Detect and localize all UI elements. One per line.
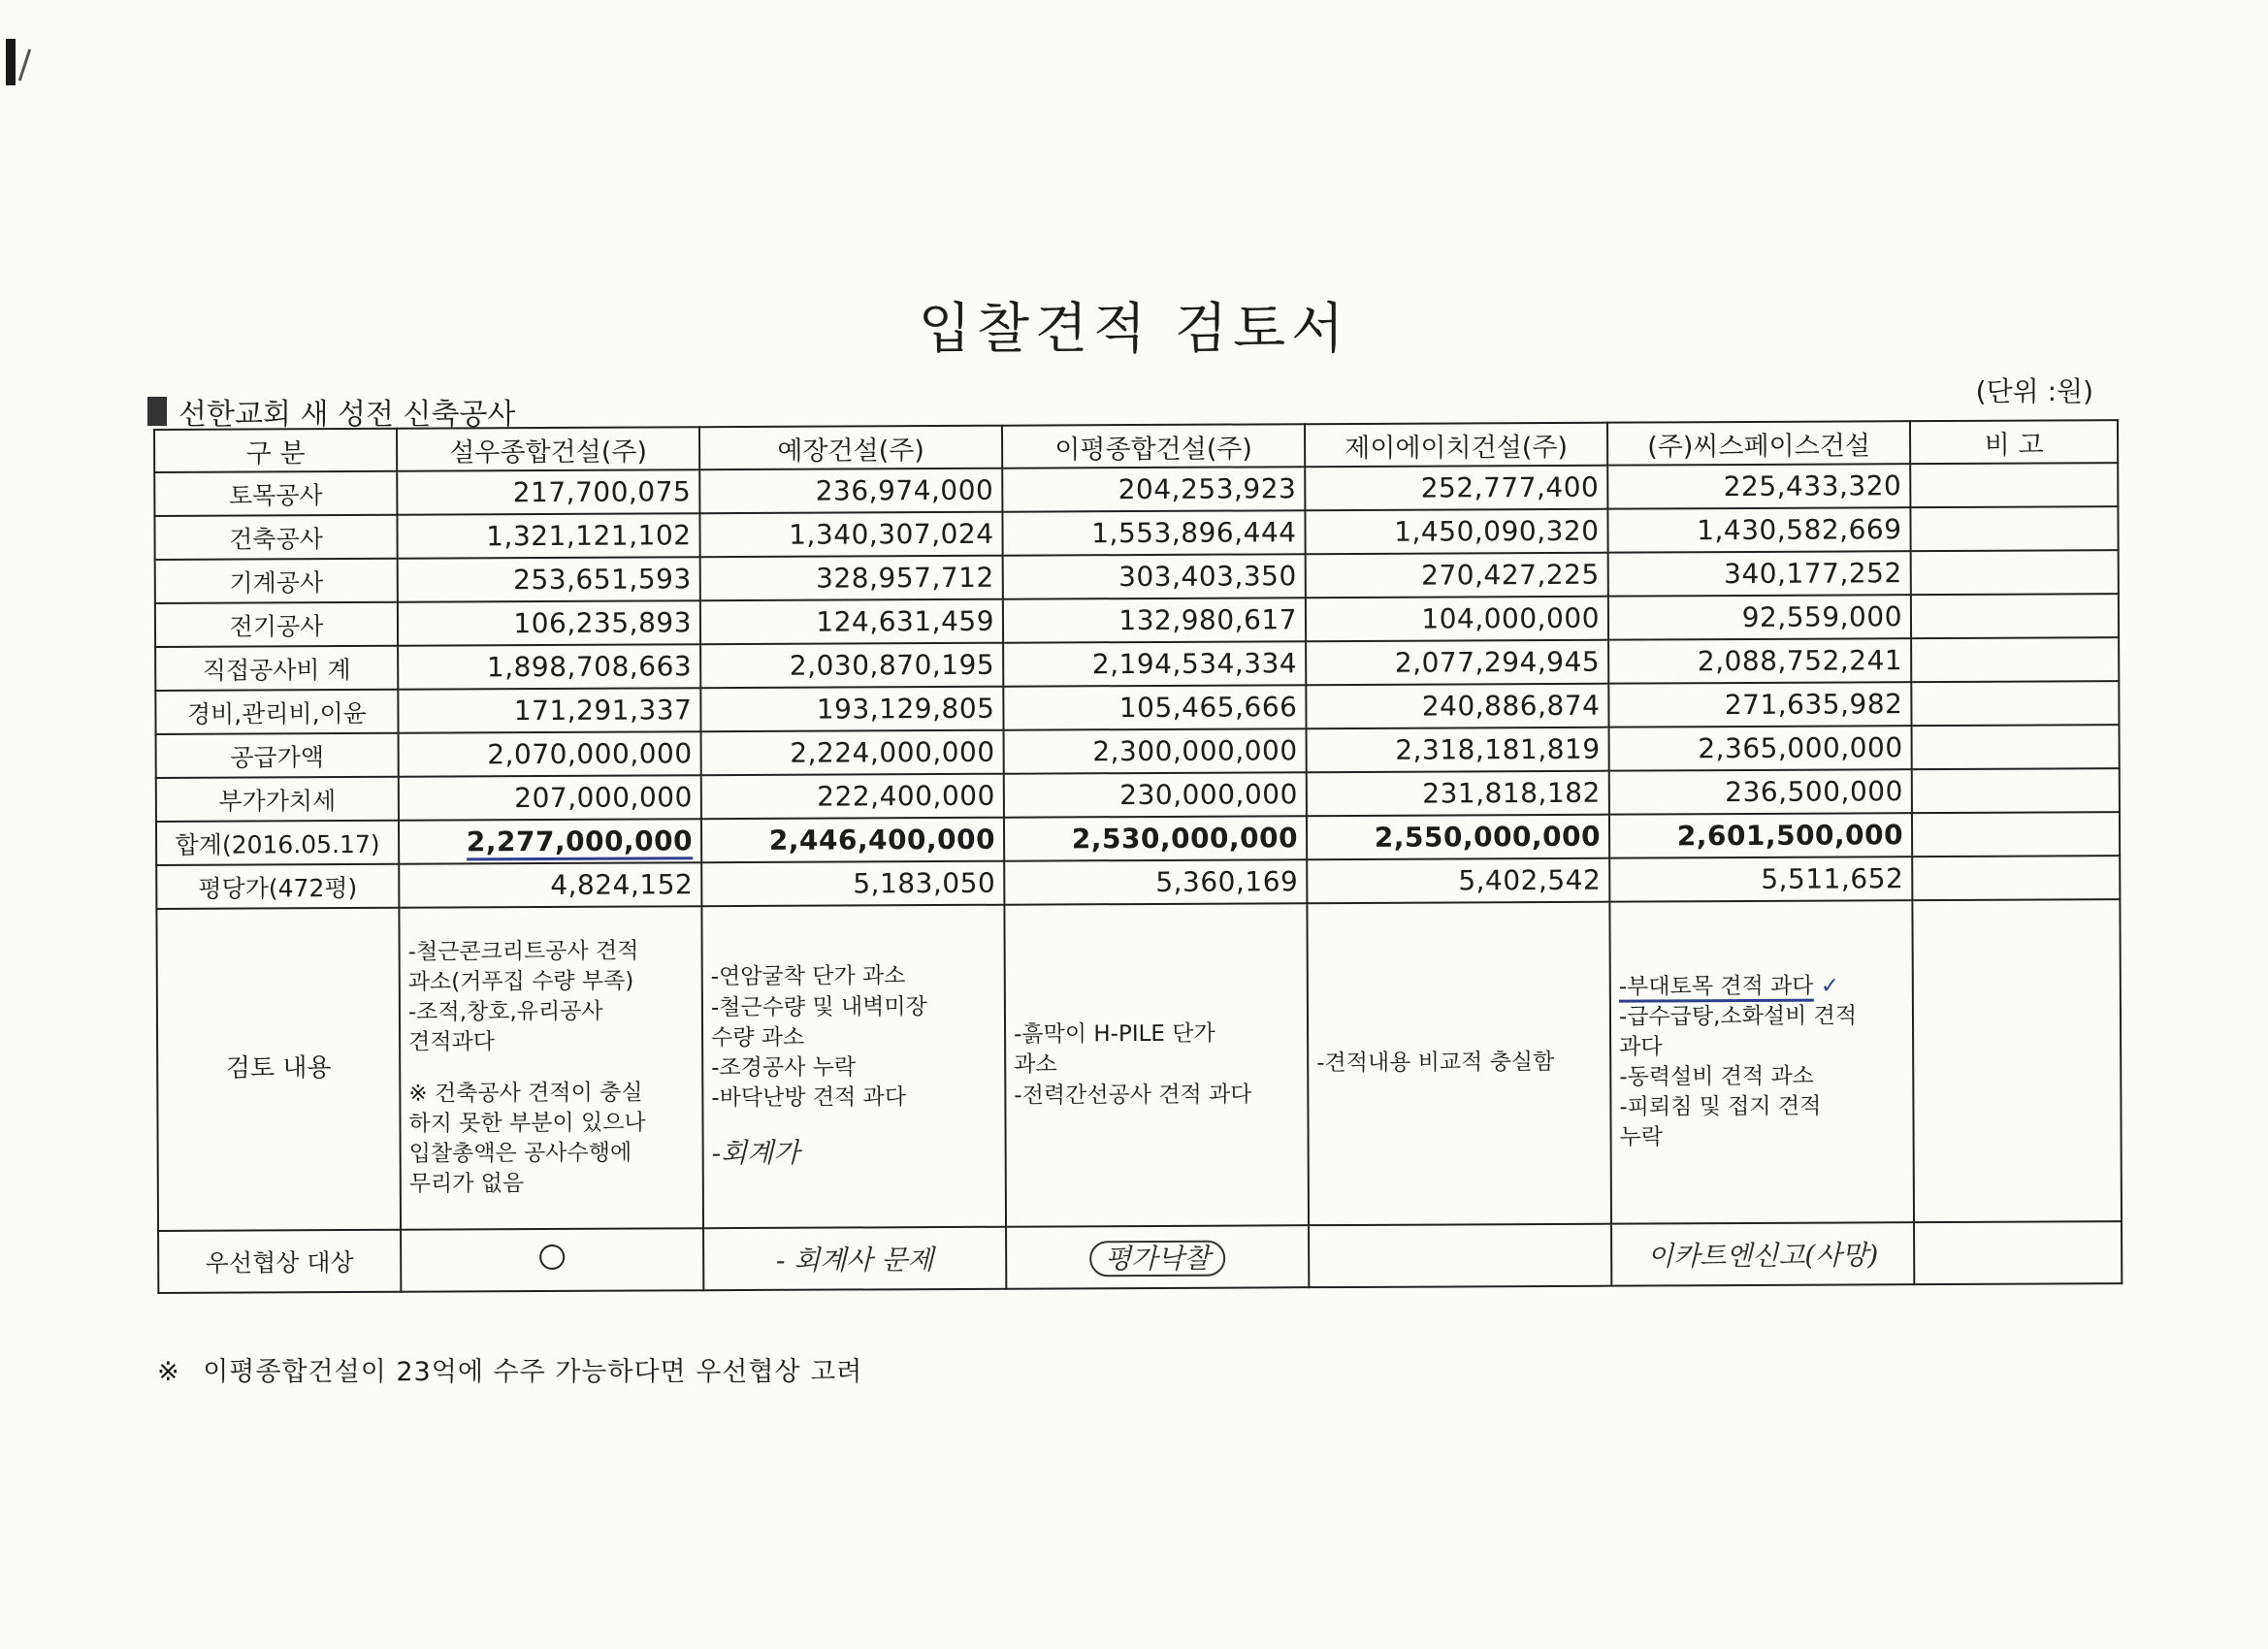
table-cell: 204,253,923	[1002, 467, 1305, 512]
review-line: 입찰총액은 공사수행에	[408, 1140, 632, 1167]
note-cell	[1911, 681, 2119, 726]
column-header: 비 고	[1910, 420, 2118, 464]
table-cell: 106,235,893	[398, 600, 700, 646]
table-cell: 193,129,805	[700, 687, 1003, 732]
table-cell: 2,224,000,000	[701, 730, 1004, 776]
table-cell: 5,183,050	[701, 861, 1004, 907]
table-cell: 253,651,593	[398, 557, 700, 602]
table-cell: 1,321,121,102	[397, 513, 699, 559]
row-label: 기계공사	[155, 559, 398, 603]
priority-cell-1	[401, 1228, 703, 1292]
review-line: -연암굴착 단가 과소	[710, 963, 906, 990]
review-line: -조경공사 누락	[711, 1054, 857, 1081]
ink-underlined-text: -부대토목 견적 과다	[1619, 974, 1814, 1003]
review-cell-1	[399, 906, 703, 1230]
handwritten-note: 이카트엔신고(사망)	[1646, 1239, 1879, 1273]
review-line: 수량 과소	[711, 1024, 805, 1051]
column-header: 설우종합건설(주)	[397, 427, 699, 471]
table-cell: 104,000,000	[1306, 597, 1608, 642]
table-cell: 2,446,400,000	[701, 818, 1004, 863]
review-line: -철근콘크리트공사 견적	[407, 938, 639, 965]
note-cell	[1912, 812, 2120, 857]
estimate-table	[153, 419, 2122, 1294]
column-header: 예장건설(주)	[699, 426, 1002, 470]
footnote-text: 이평종합건설이 23억에 수주 가능하다면 우선협상 고려	[203, 1357, 863, 1387]
review-line: -흙막이 H-PILE 단가	[1014, 1021, 1215, 1049]
column-header: 제이에이치건설(주)	[1305, 423, 1607, 468]
square-bullet-icon	[147, 397, 167, 426]
table-cell: 105,465,666	[1003, 685, 1306, 730]
priority-row	[158, 1221, 2122, 1293]
table-cell: 2,300,000,000	[1004, 728, 1307, 774]
column-header: 이평종합건설(주)	[1002, 424, 1305, 469]
table-cell: 1,898,708,663	[398, 644, 700, 690]
table-cell: 2,070,000,000	[399, 731, 701, 777]
table-cell: 2,030,870,195	[700, 643, 1003, 689]
scan-edge-mark	[6, 39, 16, 85]
table-cell: 2,318,181,819	[1307, 728, 1609, 773]
table-cell: 5,360,169	[1004, 859, 1307, 905]
circle-mark-icon	[539, 1247, 565, 1276]
project-name: 선한교회 새 성전 신축공사	[178, 398, 516, 432]
priority-label: 우선협상 대상	[158, 1230, 401, 1293]
table-cell: 2,550,000,000	[1307, 815, 1609, 860]
table-cell: 1,340,307,024	[699, 512, 1002, 558]
unit-label: (단위 :원)	[1975, 375, 2093, 407]
handwritten-note: -회계가	[711, 1136, 800, 1169]
check-mark-icon: ✓	[1820, 973, 1840, 999]
review-line	[1619, 971, 1904, 1002]
review-cell-4	[1307, 902, 1611, 1226]
table-cell: 217,700,075	[397, 469, 699, 515]
note-cell	[1910, 463, 2118, 507]
ink-underlined-value: 2,277,000,000	[467, 824, 693, 860]
table-cell: 2,194,534,334	[1003, 641, 1306, 687]
table-cell: 222,400,000	[701, 774, 1004, 820]
note-cell	[1912, 856, 2120, 900]
table-cell: 132,980,617	[1003, 598, 1306, 643]
column-header: (주)씨스페이스건설	[1607, 421, 1910, 466]
table-cell: 2,530,000,000	[1004, 816, 1307, 861]
table-cell: 1,553,896,444	[1002, 510, 1305, 556]
table-cell: 2,088,752,241	[1608, 638, 1911, 684]
priority-cell-6	[1914, 1221, 2122, 1284]
table-cell: 231,818,182	[1307, 771, 1609, 817]
note-cell	[1910, 506, 2118, 551]
review-line: 무리가 없음	[408, 1171, 525, 1197]
table-cell: 340,177,252	[1608, 551, 1911, 597]
table-cell: 92,559,000	[1608, 595, 1911, 640]
row-label: 경비,관리비,이윤	[155, 690, 398, 734]
priority-cell-5	[1611, 1222, 1914, 1286]
table-cell: 2,077,294,945	[1306, 640, 1608, 686]
row-label: 토목공사	[154, 471, 397, 516]
row-label: 건축공사	[154, 515, 397, 560]
table-cell: 236,974,000	[699, 469, 1002, 514]
footnote	[157, 1350, 862, 1388]
review-gap	[408, 1056, 694, 1079]
reference-mark-icon: ※	[157, 1357, 180, 1387]
table-cell: 240,886,874	[1306, 684, 1608, 729]
row-label: 부가가치세	[156, 777, 399, 822]
table-cell: 5,511,652	[1609, 857, 1912, 902]
table-cell: 5,402,542	[1307, 858, 1609, 904]
review-line: -조적,창호,유리공사	[407, 998, 603, 1025]
review-line: -견적내용 비교적 충실함	[1316, 1050, 1555, 1077]
note-cell	[1911, 637, 2119, 682]
row-label: 공급가액	[156, 733, 399, 778]
table-cell: 2,365,000,000	[1609, 726, 1912, 771]
row-label: 직접공사비 계	[155, 646, 398, 691]
table-cell: 270,427,225	[1306, 553, 1608, 598]
review-line: -전력간선공사 견적 과다	[1014, 1081, 1252, 1109]
note-cell	[1911, 594, 2119, 638]
review-line: 하지 못한 부분이 있으나	[408, 1110, 646, 1137]
table-cell: 4,824,152	[399, 862, 701, 908]
table-cell: 1,430,582,669	[1607, 507, 1910, 553]
review-label: 검토 내용	[156, 908, 401, 1231]
table-cell: 207,000,000	[399, 775, 701, 821]
table-cell: 252,777,400	[1305, 466, 1607, 511]
review-cell-3	[1004, 903, 1309, 1227]
table-cell: 236,500,000	[1609, 769, 1912, 815]
table-cell: 328,957,712	[700, 556, 1003, 601]
table-cell: 225,433,320	[1607, 464, 1910, 509]
review-line: -동력설비 견적 과소	[1619, 1063, 1815, 1090]
review-line: 견적과다	[408, 1029, 496, 1055]
note-cell	[1912, 725, 2120, 769]
column-header: 구 분	[154, 429, 397, 472]
handwritten-note: - 회계사 문제	[775, 1244, 934, 1277]
note-cell	[1911, 550, 2119, 595]
review-line: 과소(거푸집 수량 부족)	[407, 968, 634, 995]
review-line: 누락	[1619, 1124, 1664, 1150]
scan-pen-stroke	[18, 48, 31, 81]
page-title: 입찰견적 검토서	[918, 298, 1350, 361]
table-cell: 1,450,090,320	[1305, 509, 1607, 555]
project-heading	[147, 390, 515, 433]
review-row	[156, 899, 2122, 1231]
review-cell-5	[1609, 900, 1914, 1224]
review-line: -철근수량 및 내벽미장	[710, 993, 927, 1020]
review-line: -바닥난방 견적 과다	[711, 1083, 907, 1111]
review-line: 과다	[1619, 1034, 1663, 1060]
review-gap	[711, 1112, 996, 1134]
review-cell-6	[1912, 899, 2122, 1222]
table-cell: 271,635,982	[1608, 682, 1911, 728]
table-cell: 2,601,500,000	[1609, 813, 1912, 858]
row-label: 평당가(472평)	[156, 864, 399, 909]
table-cell: 230,000,000	[1004, 772, 1307, 818]
review-line: 과소	[1014, 1051, 1057, 1079]
review-line: -급수급탕,소화설비 견적	[1618, 1003, 1858, 1030]
table-cell	[399, 819, 701, 864]
row-label: 합계(2016.05.17)	[156, 821, 399, 865]
handwritten-note: 평가낙찰	[1089, 1241, 1225, 1277]
review-line: ※ 건축공사 견적이 충실	[408, 1080, 643, 1107]
priority-cell-3	[1006, 1225, 1309, 1289]
note-cell	[1912, 768, 2120, 813]
estimate-table-wrapper	[153, 419, 2121, 1294]
priority-cell-4	[1309, 1224, 1611, 1288]
table-cell: 171,291,337	[398, 688, 700, 733]
review-cell-2	[701, 905, 1006, 1229]
priority-cell-2	[703, 1227, 1006, 1291]
row-label: 전기공사	[155, 602, 398, 647]
table-cell: 303,403,350	[1003, 554, 1306, 599]
review-line: -피뢰침 및 접지 견적	[1619, 1093, 1822, 1120]
table-cell: 124,631,459	[700, 599, 1003, 645]
